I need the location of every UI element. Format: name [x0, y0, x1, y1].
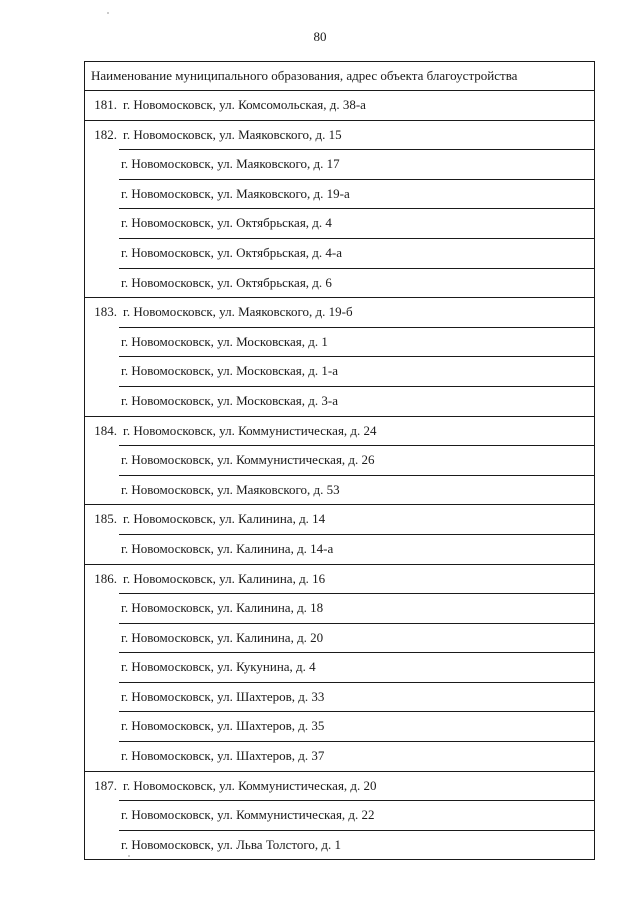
table-group	[85, 298, 594, 416]
row-number: 187.	[94, 777, 117, 793]
table-row	[85, 565, 594, 594]
table-header: Наименование муниципального образования, адрес объекта благоустройства	[85, 62, 594, 91]
table-row	[85, 772, 594, 801]
address-cell: г. Новомосковск, ул. Маяковского, д. 15	[123, 126, 342, 142]
address-cell: г. Новомосковск, ул. Калинина, д. 14-а	[121, 540, 334, 556]
address-cell: г. Новомосковск, ул. Октябрьская, д. 4	[121, 215, 332, 231]
table-row	[119, 268, 594, 298]
table-row	[119, 800, 594, 830]
address-cell: г. Новомосковск, ул. Маяковского, д. 19-а	[121, 185, 350, 201]
table-row	[119, 356, 594, 386]
row-number: 182.	[94, 126, 117, 142]
table-row	[119, 593, 594, 623]
address-cell: г. Новомосковск, ул. Маяковского, д. 17	[121, 156, 340, 172]
table-row	[119, 623, 594, 653]
row-number: 181.	[94, 97, 117, 112]
table-row	[85, 91, 594, 120]
table-row	[119, 475, 594, 505]
address-cell: г. Новомосковск, ул. Октябрьская, д. 6	[121, 274, 332, 290]
table-group	[85, 772, 594, 860]
row-number: 183.	[94, 304, 117, 320]
address-cell: г. Новомосковск, ул. Октябрьская, д. 4-а	[121, 244, 343, 260]
table-row	[85, 505, 594, 534]
table-row	[119, 711, 594, 741]
address-cell: г. Новомосковск, ул. Коммунистическая, д. 22	[121, 807, 375, 823]
scan-speck	[107, 12, 109, 14]
address-cell: г. Новомосковск, ул. Маяковского, д. 53	[121, 481, 340, 497]
objects-table	[84, 61, 595, 860]
table-group	[85, 505, 594, 564]
address-cell: г. Новомосковск, ул. Шахтеров, д. 37	[121, 748, 325, 764]
address-cell: г. Новомосковск, ул. Шахтеров, д. 35	[121, 718, 325, 734]
table-group	[85, 91, 594, 121]
address-cell: г. Новомосковск, ул. Коммунистическая, д. 26	[121, 452, 375, 468]
row-number: 184.	[94, 422, 117, 438]
address-cell: г. Новомосковск, ул. Московская, д. 3-а	[121, 392, 338, 408]
table-row	[119, 179, 594, 209]
address-cell: г. Новомосковск, ул. Комсомольская, д. 38-а	[123, 97, 366, 112]
address-cell: г. Новомосковск, ул. Коммунистическая, д. 20	[123, 777, 377, 793]
table-row	[119, 652, 594, 682]
table-row	[119, 327, 594, 357]
row-number: 186.	[94, 570, 117, 586]
address-cell: г. Новомосковск, ул. Кукунина, д. 4	[121, 659, 316, 675]
page-number: 80	[313, 29, 327, 44]
table-group	[85, 121, 594, 299]
address-cell: г. Новомосковск, ул. Калинина, д. 18	[121, 600, 324, 616]
table-row	[119, 682, 594, 712]
table-row	[119, 830, 594, 860]
address-cell: г. Новомосковск, ул. Калинина, д. 14	[123, 511, 326, 527]
address-cell: г. Новомосковск, ул. Московская, д. 1-а	[121, 363, 338, 379]
table-row	[119, 534, 594, 564]
table-row	[119, 238, 594, 268]
table-row	[119, 445, 594, 475]
table-row	[85, 417, 594, 446]
row-number: 185.	[94, 511, 117, 527]
table-row	[119, 741, 594, 771]
address-cell: г. Новомосковск, ул. Льва Толстого, д. 1	[121, 836, 342, 852]
table-row	[119, 149, 594, 179]
address-cell: г. Новомосковск, ул. Коммунистическая, д. 24	[123, 422, 377, 438]
table-row	[85, 298, 594, 327]
address-cell: г. Новомосковск, ул. Калинина, д. 20	[121, 629, 324, 645]
table-group	[85, 417, 594, 506]
table-row	[85, 121, 594, 150]
address-cell: г. Новомосковск, ул. Маяковского, д. 19-б	[123, 304, 353, 320]
address-cell: г. Новомосковск, ул. Московская, д. 1	[121, 333, 328, 349]
table-row	[119, 386, 594, 416]
table-group	[85, 565, 594, 772]
address-cell: г. Новомосковск, ул. Шахтеров, д. 33	[121, 688, 325, 704]
table-row	[119, 208, 594, 238]
table-body	[85, 91, 594, 859]
address-cell: г. Новомосковск, ул. Калинина, д. 16	[123, 570, 326, 586]
